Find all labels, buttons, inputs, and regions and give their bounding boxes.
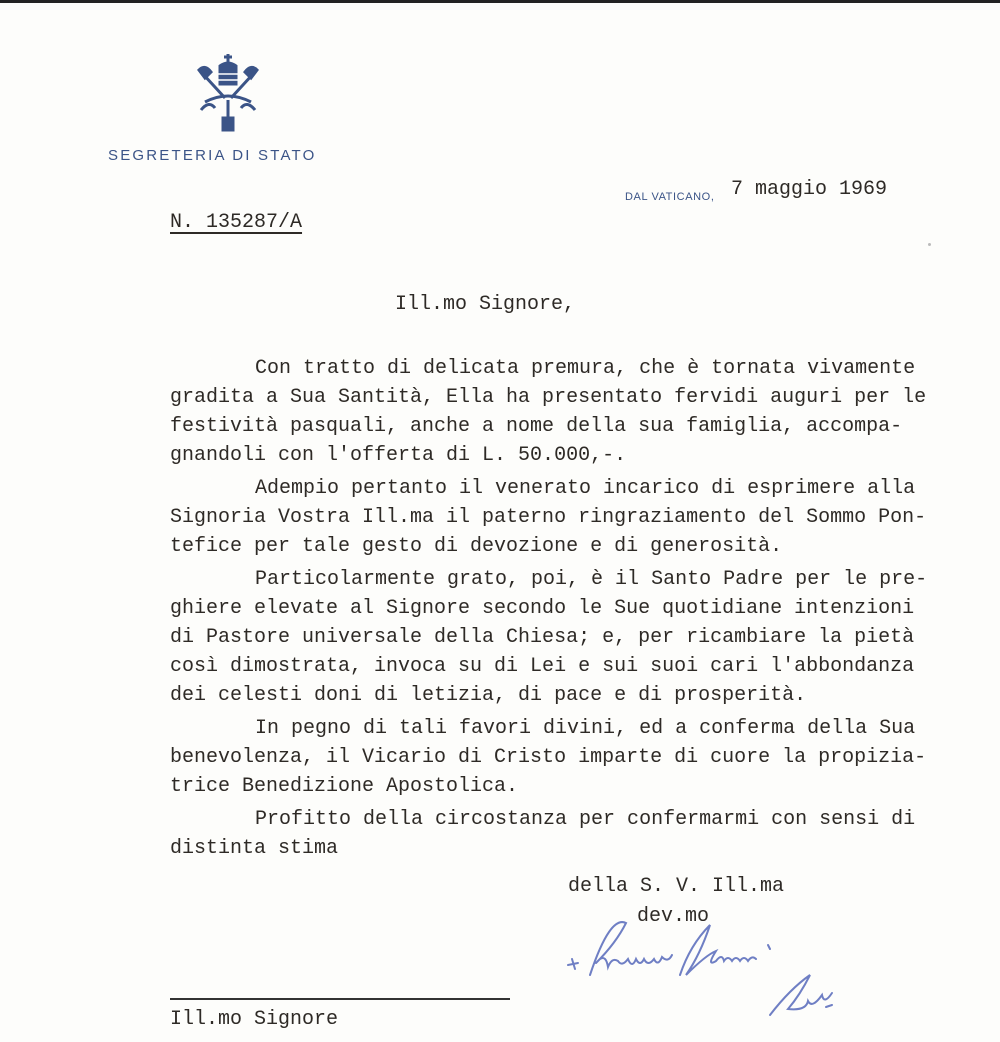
letterhead-office: SEGRETERIA DI STATO [108,147,317,164]
body-line: Con tratto di delicata premura, che è tornata vivamente [255,357,916,380]
body-line: tefice per tale gesto di devozione e di generosità. [170,535,783,558]
body-line: dei celesti doni di letizia, di pace e di prosperità. [170,684,807,707]
closing-devmo: dev.mo [637,905,710,928]
body-line: gnandoli con l'offerta di L. 50.000,-. [170,444,627,467]
body-line: In pegno di tali favori divini, ed a conferma della Sua [255,717,916,740]
body-line: di Pastore universale della Chiesa; e, per ricambiare la pietà [170,626,915,649]
letter-date: 7 maggio 1969 [731,178,888,201]
address-rule [170,998,510,1000]
papal-coat-of-arms-logo [195,52,261,136]
body-line: Adempio pertanto il venerato incarico di esprimere alla [255,477,916,500]
handwritten-signature [560,915,920,1025]
body-line: Particolarmente grato, poi, è il Santo Padre per le pre- [255,568,928,591]
body-line: gradita a Sua Santità, Ella ha presentato fervidi auguri per le [170,386,927,409]
body-line: Profitto della circostanza per confermarmi con sensi di [255,808,916,831]
body-line: distinta stima [170,837,339,860]
closing: della S. V. Ill.ma [568,875,785,898]
body-line: festività pasquali, anche a nome della sua famiglia, accompa- [170,415,903,438]
letter-body [170,354,927,863]
protocol-number: N. 135287/A [170,211,303,234]
scan-edge [0,0,1000,3]
body-line: ghiere elevate al Signore secondo le Sue quotidiane intenzioni [170,597,915,620]
letterhead-place: DAL VATICANO, [625,191,715,203]
paper-mark [928,243,931,246]
body-line: benevolenza, il Vicario di Cristo imparte di cuore la propizia- [170,746,927,769]
body-line: Signoria Vostra Ill.ma il paterno ringraziamento del Sommo Pon- [170,506,927,529]
body-line: così dimostrata, invoca su di Lei e sui suoi cari l'abbondanza [170,655,915,678]
salutation: Ill.mo Signore, [395,293,576,316]
body-line: trice Benedizione Apostolica. [170,775,519,798]
addressee: Ill.mo Signore [170,1008,339,1031]
